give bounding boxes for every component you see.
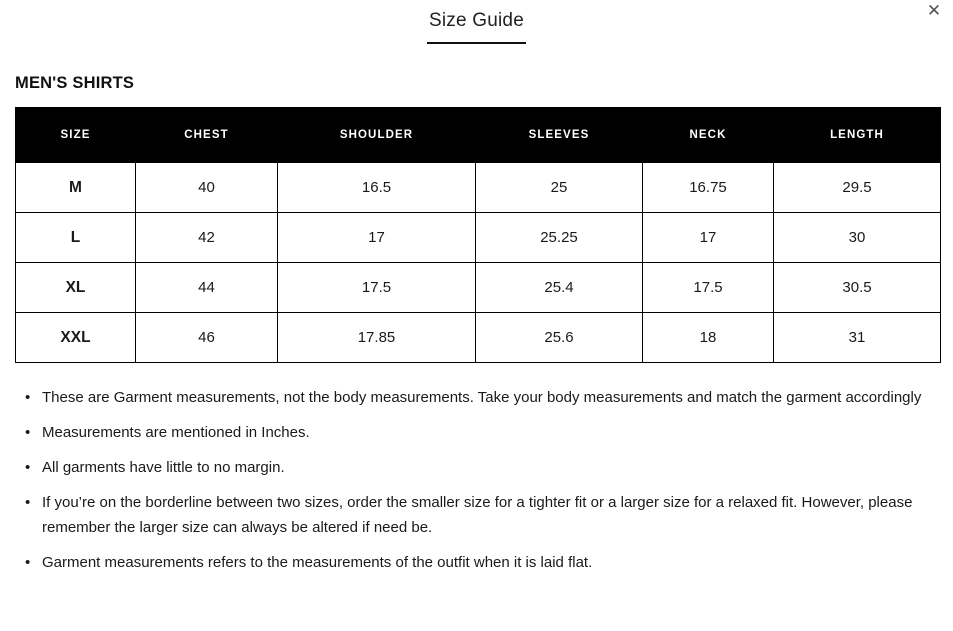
column-header-sleeves: SLEEVES bbox=[476, 108, 643, 163]
cell-neck: 18 bbox=[643, 313, 774, 363]
table-row bbox=[16, 263, 941, 313]
cell-chest: 44 bbox=[136, 263, 278, 313]
column-header-length: LENGTH bbox=[774, 108, 941, 163]
cell-sleeves: 25 bbox=[476, 163, 643, 213]
table-row bbox=[16, 163, 941, 213]
table-header-row bbox=[16, 108, 941, 163]
table-row bbox=[16, 313, 941, 363]
cell-size: XXL bbox=[16, 313, 136, 363]
list-item: • All garments have little to no margin. bbox=[42, 455, 932, 480]
section-heading: MEN'S SHIRTS bbox=[15, 74, 135, 92]
cell-shoulder: 17 bbox=[278, 213, 476, 263]
cell-shoulder: 16.5 bbox=[278, 163, 476, 213]
cell-neck: 16.75 bbox=[643, 163, 774, 213]
cell-length: 30.5 bbox=[774, 263, 941, 313]
page-title-container bbox=[0, 0, 953, 44]
cell-shoulder: 17.5 bbox=[278, 263, 476, 313]
list-item: • These are Garment measurements, not the body measurements. Take your body measurements and match the garment accordingly bbox=[42, 385, 932, 410]
cell-size: XL bbox=[16, 263, 136, 313]
column-header-size: SIZE bbox=[16, 108, 136, 163]
cell-chest: 42 bbox=[136, 213, 278, 263]
list-item: • If you’re on the borderline between two sizes, order the smaller size for a tighter fit or a larger size for a relaxed fit. However, please remember the larger size can always be altered if need be. bbox=[42, 490, 932, 540]
cell-neck: 17 bbox=[643, 213, 774, 263]
close-icon[interactable]: ✕ bbox=[926, 1, 942, 20]
table-row bbox=[16, 213, 941, 263]
cell-size: L bbox=[16, 213, 136, 263]
page-title: Size Guide bbox=[427, 10, 526, 44]
cell-length: 29.5 bbox=[774, 163, 941, 213]
column-header-chest: CHEST bbox=[136, 108, 278, 163]
column-header-shoulder: SHOULDER bbox=[278, 108, 476, 163]
cell-chest: 40 bbox=[136, 163, 278, 213]
cell-length: 30 bbox=[774, 213, 941, 263]
list-item: • Measurements are mentioned in Inches. bbox=[42, 420, 932, 445]
cell-sleeves: 25.25 bbox=[476, 213, 643, 263]
cell-shoulder: 17.85 bbox=[278, 313, 476, 363]
cell-sleeves: 25.4 bbox=[476, 263, 643, 313]
notes-list bbox=[0, 385, 953, 575]
cell-sleeves: 25.6 bbox=[476, 313, 643, 363]
cell-neck: 17.5 bbox=[643, 263, 774, 313]
size-chart-table bbox=[15, 107, 941, 363]
list-item: • Garment measurements refers to the measurements of the outfit when it is laid flat. bbox=[42, 550, 932, 575]
column-header-neck: NECK bbox=[643, 108, 774, 163]
cell-size: M bbox=[16, 163, 136, 213]
cell-length: 31 bbox=[774, 313, 941, 363]
cell-chest: 46 bbox=[136, 313, 278, 363]
